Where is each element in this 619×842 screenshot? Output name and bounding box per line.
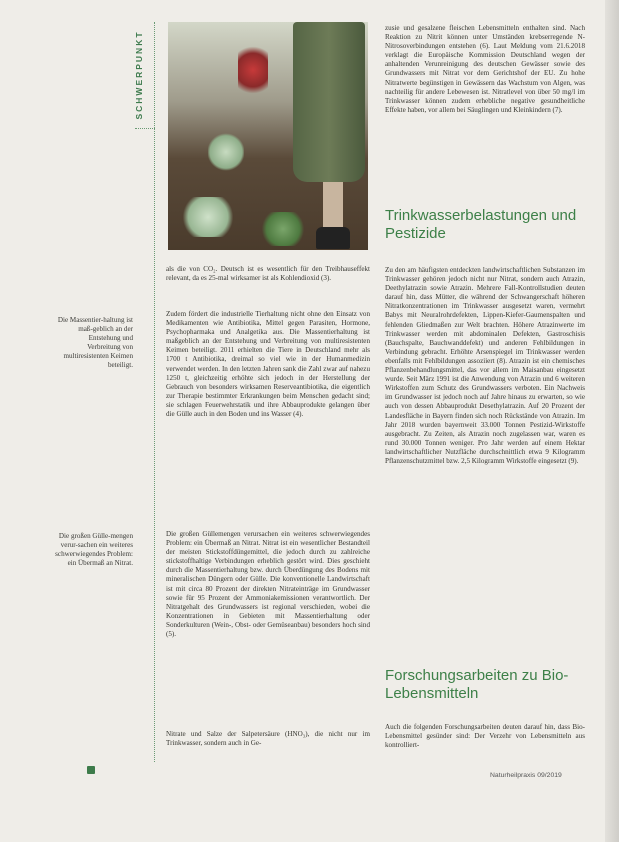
page-marker (87, 766, 95, 774)
section-tag (133, 22, 147, 132)
col2-paragraph: zusie und gesalzene fleischen Lebensmitteln enthalten sind. Nach Reaktion zu Nitrit können unter Umständen krebserregende N-Nitrosoverbindungen entstehen (6). Laut Meldung vom 21.6.2018 verklagt die Europäische Kommission Deutschland wegen der anhaltenden Verunreinigung des deutschen Gewässer sowie des Grundwassers mit Nitrat vor dem Gerichtshof der EU. Zu hohe Nitratwerte begünstigen in Gewässern das Wachstum von Algen, was nachteilig für andere Lebewesen ist. Nitratlevel von über 50 mg/l im Trinkwasser können zudem erhebliche negative gesundheitliche Effekte haben, vor allem bei Säuglingen und Kleinkindern (7). (385, 24, 585, 114)
section-label: SCHWERPUNKT (134, 30, 144, 120)
dress (293, 22, 365, 182)
scan-edge (605, 0, 619, 842)
col1-paragraph: als die von CO₂. Deutsch ist es wesentlich für den Treibhauseffekt relevant, da es 25-mal wirksamer ist als Kohlendioxid (3). (166, 265, 370, 283)
col1-paragraph: Die großen Güllemengen verursachen ein weiteres schwerwiegendes Problem: ein Übermaß an Nitrat. Nitrat ist ein wesentlicher Bestandteil der meisten Stickstoffdüngemittel, die jedoch durch zu zahlreiche stickstoffhaltige Verbindungen erheblich gestört wird. Dies geschieht durch die Massentierhaltung bzw. durch Überdüngung des Bodens mit mineralischen Düngern oder Gülle. Die konventionelle Landwirtschaft ist mit circa 80 Prozent der direkten Nitrateinträge im Grundwasser sowie für 95 Prozent der Ammoniakemissionen verantwortlich. Der Nitratgehalt des Grundwassers ist regional verschieden, wobei die Konzentrationen in Gebieten mit Massentierhaltung oder Sonderkulturen (Wein-, Obst- oder Gemüseanbau) besonders hoch sind (5). (166, 530, 370, 639)
column-divider (154, 22, 155, 762)
sidenote-nitrate: Die großen Gülle-mengen verur-sachen ein weiteres schwerwiegendes Problem: ein Übermaß an Nitrat. (55, 532, 133, 567)
plant (258, 212, 308, 246)
col2-paragraph: Auch die folgenden Forschungsarbeiten deuten darauf hin, dass Bio-Lebensmittel gesünder sind: Der Verzehr von Lebensmitteln aus kontrolliert- (385, 723, 585, 750)
col1-paragraph: Zudem fördert die industrielle Tierhaltung nicht ohne den Einsatz von Medikamenten wie Antibiotika, Mittel gegen Parasiten, Hormone, Psychopharmaka und Analgetika aus. Die Massentierhaltung ist maßgeblich an der Entstehung und Verbreitung von multiresistenten Keimen beteiligt. 2011 erhielten die Tiere in Deutschland mehr als 1700 t Antibiotika, dreimal so viel wie in der Humanmedizin verwendet werden. In den letzten Jahren sank die Zahl zwar auf nahezu 1250 t, gleichzeitig erhöhte sich jedoch in der Herstellung der Gebrauch von besonders wirksamen Reserveantibiotika, die eigentlich zur Therapie bestimmter Erkrankungen beim Menschen gedacht sind; sie schlagen Feuerwehrstatik und ihre Abbauprodukte gelangen über die Gülle auch in den Boden und ins Wasser (4). (166, 310, 370, 419)
radish-bunch (238, 40, 268, 100)
col2-paragraph: Zu den am häufigsten entdeckten landwirtschaftlichen Substanzen im Trinkwasser gehören jedoch nicht nur Nitrat, sondern auch Atrazin, Deethylatrazin sowie Atrazin. Mehrere Fall-Kontrollstudien deuten darauf hin, dass Mütter, die während der Schwangerschaft höheren Nitratkonzentrationen im Trinkwasser ausgesetzt waren, vermehrt Babys mit Neuralrohrdefekten, Lippen-Kiefer-Gaumenspalten und fehlenden Gliedmaßen zur Welt brachten. Höhere Atrazinwerte im Trinkwasser werden mit abdominalen Defekten, Gastroschisis (Bauchspalte, Bauchwanddefekt) und anderen Fehlbildungen in Verbindung gebracht. Erhöhte Arsenspiegel im Trinkwasser werden ebenfalls mit Fehlbildungen assoziiert (8). Atrazin ist ein chemisches Pflanzenbehandlungsmittel, das vor allem im Maisanbau eingesetzt wurde. Seit März 1991 ist die Anwendung von Atrazin und 6 weiteren Wirkstoffen zum Schutz des Grundwassers verboten. Ein Nachweis im Grundwasser ist jedoch noch auf Jahre hinaus zu erwarten, so wie auch von dessen Abbauprodukt Desethylatrazin. Auf 20 Prozent der Landesfläche in Bayern finden sich noch Rückstände von Atrazin. Im Jahr 2018 wurden bayernweit 33.000 Tonnen Pestizid-Wirkstoffe ausgebracht. Zu Zeiten, als Atrazin noch zugelassen war, waren es rund 30.000 Tonnen weniger. Pro Jahr werden auf einem Hektar landwirtschaftlicher Nutzfläche durchschnittlich etwa 9 Kilogramm Pflanzenschutzmittel bzw. 2,5 Kilogramm Wirkstoffe eingesetzt (9). (385, 266, 585, 465)
sidenote-antibiotics: Die Massentier-haltung ist maß-geblich an der Entstehung und Verbreitung von multiresistenten Keimen beteiligt. (57, 316, 133, 369)
section-heading: Trinkwasserbelastungen und Pestizide (385, 207, 577, 242)
col1-paragraph: Nitrate und Salze der Salpetersäure (HNO₃), die nicht nur im Trinkwasser, sondern auch in Ge- (166, 730, 370, 748)
plant (178, 197, 238, 237)
boot (316, 227, 350, 249)
plant (208, 132, 244, 172)
footer: Naturheilpraxis 09/2019 (490, 772, 562, 779)
divider-tick (135, 128, 155, 129)
garden-photo (168, 22, 368, 250)
section-heading: Forschungsarbeiten zu Bio-Lebensmitteln (385, 667, 569, 702)
